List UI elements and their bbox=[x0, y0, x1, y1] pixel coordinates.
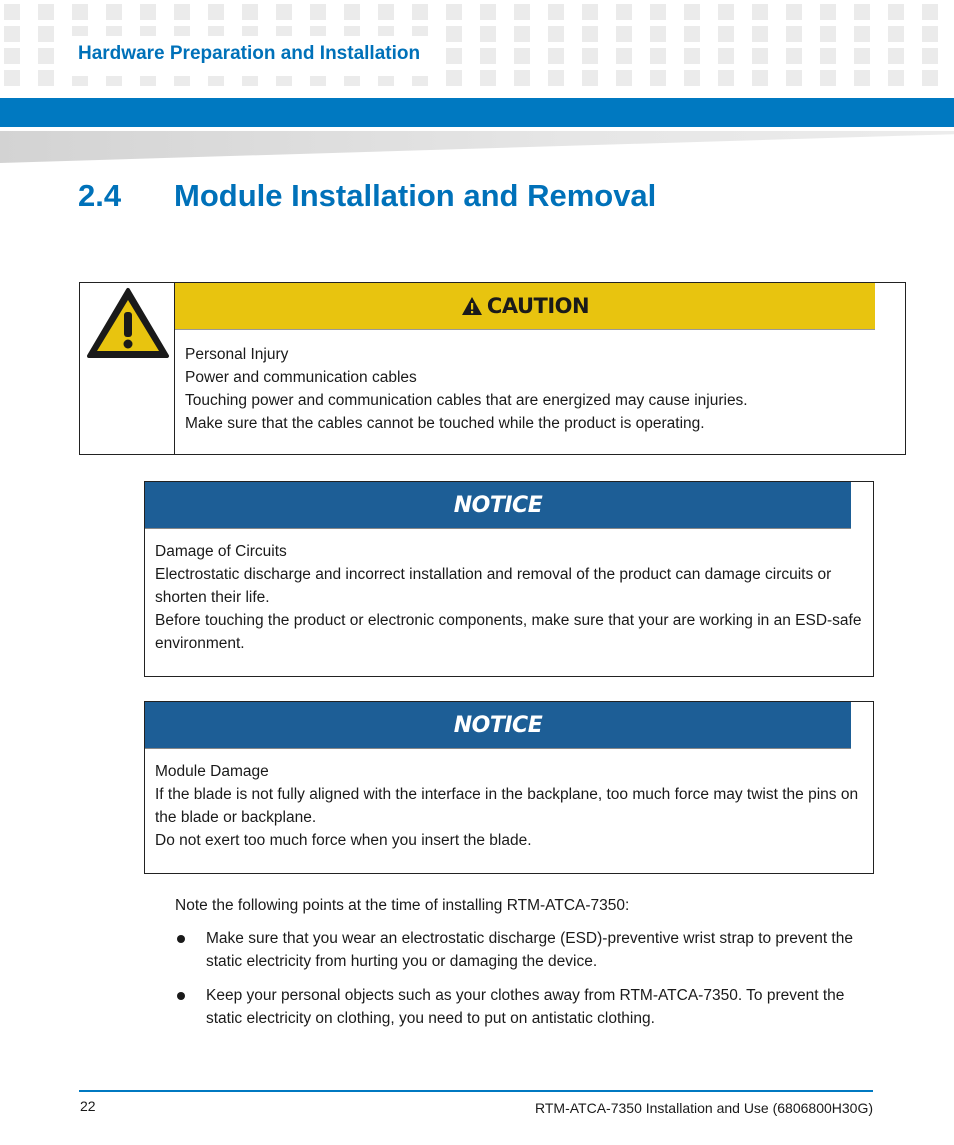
notice-text bbox=[145, 749, 873, 852]
header-pattern-square bbox=[888, 48, 904, 64]
header-pattern-square bbox=[854, 70, 870, 86]
header-pattern-square bbox=[174, 4, 190, 20]
header-pattern-square bbox=[616, 4, 632, 20]
header-pattern-square bbox=[820, 48, 836, 64]
header-pattern-square bbox=[820, 26, 836, 42]
section-title: Module Installation and Removal bbox=[174, 178, 657, 213]
header-pattern-square bbox=[276, 4, 292, 20]
header-pattern-square bbox=[888, 26, 904, 42]
header-pattern-square bbox=[446, 26, 462, 42]
bullet-item bbox=[175, 984, 875, 1030]
header-pattern-square bbox=[310, 4, 326, 20]
chapter-title: Hardware Preparation and Installation bbox=[70, 36, 428, 76]
header-pattern-square bbox=[854, 48, 870, 64]
header-pattern-square bbox=[684, 4, 700, 20]
header-pattern-square bbox=[38, 4, 54, 20]
header-pattern-square bbox=[786, 70, 802, 86]
footer-rule bbox=[79, 1090, 873, 1092]
header-pattern-square bbox=[514, 70, 530, 86]
header-pattern-square bbox=[4, 4, 20, 20]
header-pattern-square bbox=[718, 4, 734, 20]
header-pattern-square bbox=[820, 70, 836, 86]
header-pattern-square bbox=[718, 70, 734, 86]
header-pattern-square bbox=[752, 26, 768, 42]
caution-box bbox=[79, 282, 906, 455]
header-pattern-square bbox=[820, 4, 836, 20]
header-pattern-square bbox=[888, 4, 904, 20]
header-pattern-square bbox=[582, 4, 598, 20]
notice-line: Do not exert too much force when you insert the blade. bbox=[155, 832, 532, 849]
document-title: RTM-ATCA-7350 Installation and Use (6806800H30G) bbox=[535, 1100, 873, 1116]
header-pattern-square bbox=[616, 70, 632, 86]
caution-line: Touching power and communication cables that are energized may cause injuries. bbox=[185, 392, 748, 409]
header-pattern-square bbox=[752, 70, 768, 86]
notice-banner: NOTICE bbox=[145, 702, 851, 749]
header-pattern-square bbox=[548, 26, 564, 42]
header-pattern-square bbox=[208, 4, 224, 20]
caution-line: Personal Injury bbox=[185, 346, 289, 363]
header-pattern-square bbox=[514, 48, 530, 64]
header-pattern-square bbox=[140, 4, 156, 20]
header-pattern-square bbox=[378, 4, 394, 20]
header-blue-band bbox=[0, 98, 954, 127]
header-pattern-square bbox=[854, 4, 870, 20]
caution-line: Power and communication cables bbox=[185, 369, 417, 386]
header-pattern-square bbox=[582, 48, 598, 64]
header-pattern-square bbox=[718, 26, 734, 42]
header-pattern-square bbox=[922, 26, 938, 42]
header-pattern-square bbox=[786, 4, 802, 20]
header-pattern-square bbox=[922, 4, 938, 20]
header-pattern-square bbox=[480, 4, 496, 20]
caution-small-icon bbox=[461, 296, 483, 316]
caution-label: CAUTION bbox=[486, 294, 590, 318]
header-pattern-square bbox=[72, 4, 88, 20]
bullet-item bbox=[175, 927, 875, 973]
page-number: 22 bbox=[80, 1098, 96, 1114]
notice-line: Module Damage bbox=[155, 763, 269, 780]
header-pattern-square bbox=[854, 26, 870, 42]
notice-line: Damage of Circuits bbox=[155, 543, 287, 560]
header-pattern-square bbox=[718, 48, 734, 64]
caution-line: Make sure that the cables cannot be touched while the product is operating. bbox=[185, 415, 705, 432]
section-heading bbox=[78, 178, 656, 214]
header-pattern-square bbox=[650, 26, 666, 42]
intro-paragraph: Note the following points at the time of installing RTM-ATCA-7350: bbox=[175, 897, 630, 914]
header-pattern-square bbox=[684, 48, 700, 64]
header-pattern-square bbox=[752, 4, 768, 20]
header-pattern-square bbox=[548, 70, 564, 86]
notice-line: Before touching the product or electronic components, make sure that your are working in an ESD-safe environment. bbox=[155, 612, 862, 652]
caution-icon-cell bbox=[80, 283, 175, 454]
header-pattern-square bbox=[480, 26, 496, 42]
header-pattern-square bbox=[582, 26, 598, 42]
header-pattern-square bbox=[344, 4, 360, 20]
notice-line: If the blade is not fully aligned with the interface in the backplane, too much force may twist the pins on the blade or backplane. bbox=[155, 786, 859, 826]
header-pattern-square bbox=[684, 26, 700, 42]
bullet-text: Keep your personal objects such as your clothes away from RTM-ATCA-7350. To prevent the static electricity on clothing, you need to put on antistatic clothing. bbox=[206, 987, 845, 1027]
header-pattern-square bbox=[412, 4, 428, 20]
header-pattern-square bbox=[38, 70, 54, 86]
warning-triangle-icon bbox=[86, 287, 170, 359]
bullet-dot-icon bbox=[177, 992, 185, 1000]
header-pattern-square bbox=[106, 4, 122, 20]
header-pattern-square bbox=[514, 26, 530, 42]
caution-text bbox=[185, 343, 748, 435]
header-pattern-square bbox=[786, 26, 802, 42]
caution-banner bbox=[175, 283, 875, 330]
notice-line: Electrostatic discharge and incorrect installation and removal of the product can damage circuits or shorten their life. bbox=[155, 566, 832, 606]
bullet-text: Make sure that you wear an electrostatic discharge (ESD)-preventive wrist strap to prevent the static electricity from hurting you or damaging the device. bbox=[206, 930, 853, 970]
notice-box-circuits bbox=[144, 481, 874, 677]
header-pattern-square bbox=[616, 48, 632, 64]
header-pattern-square bbox=[650, 70, 666, 86]
header-pattern-square bbox=[650, 4, 666, 20]
bullet-dot-icon bbox=[177, 935, 185, 943]
header-pattern-square bbox=[446, 48, 462, 64]
header-pattern-square bbox=[480, 48, 496, 64]
notice-text bbox=[145, 529, 873, 655]
header-pattern-square bbox=[582, 70, 598, 86]
header-pattern-square bbox=[4, 70, 20, 86]
header-pattern-square bbox=[242, 4, 258, 20]
header-pattern-square bbox=[616, 26, 632, 42]
header-pattern-square bbox=[38, 48, 54, 64]
header-pattern-square bbox=[480, 70, 496, 86]
header-pattern-square bbox=[4, 48, 20, 64]
header-pattern-square bbox=[786, 48, 802, 64]
header-pattern-square bbox=[514, 4, 530, 20]
header-pattern-square bbox=[752, 48, 768, 64]
header-pattern-square bbox=[548, 48, 564, 64]
header-pattern-square bbox=[922, 48, 938, 64]
header-pattern-square bbox=[446, 70, 462, 86]
header-grey-wedge bbox=[0, 131, 954, 163]
header-pattern-square bbox=[38, 26, 54, 42]
section-number: 2.4 bbox=[78, 178, 122, 213]
header-pattern-square bbox=[922, 70, 938, 86]
header-pattern-square bbox=[446, 4, 462, 20]
notice-box-module bbox=[144, 701, 874, 874]
header-pattern-square bbox=[4, 26, 20, 42]
header-pattern-square bbox=[650, 48, 666, 64]
header-pattern-square bbox=[684, 70, 700, 86]
header-pattern-square bbox=[888, 70, 904, 86]
notice-banner: NOTICE bbox=[145, 482, 851, 529]
header-pattern-square bbox=[548, 4, 564, 20]
